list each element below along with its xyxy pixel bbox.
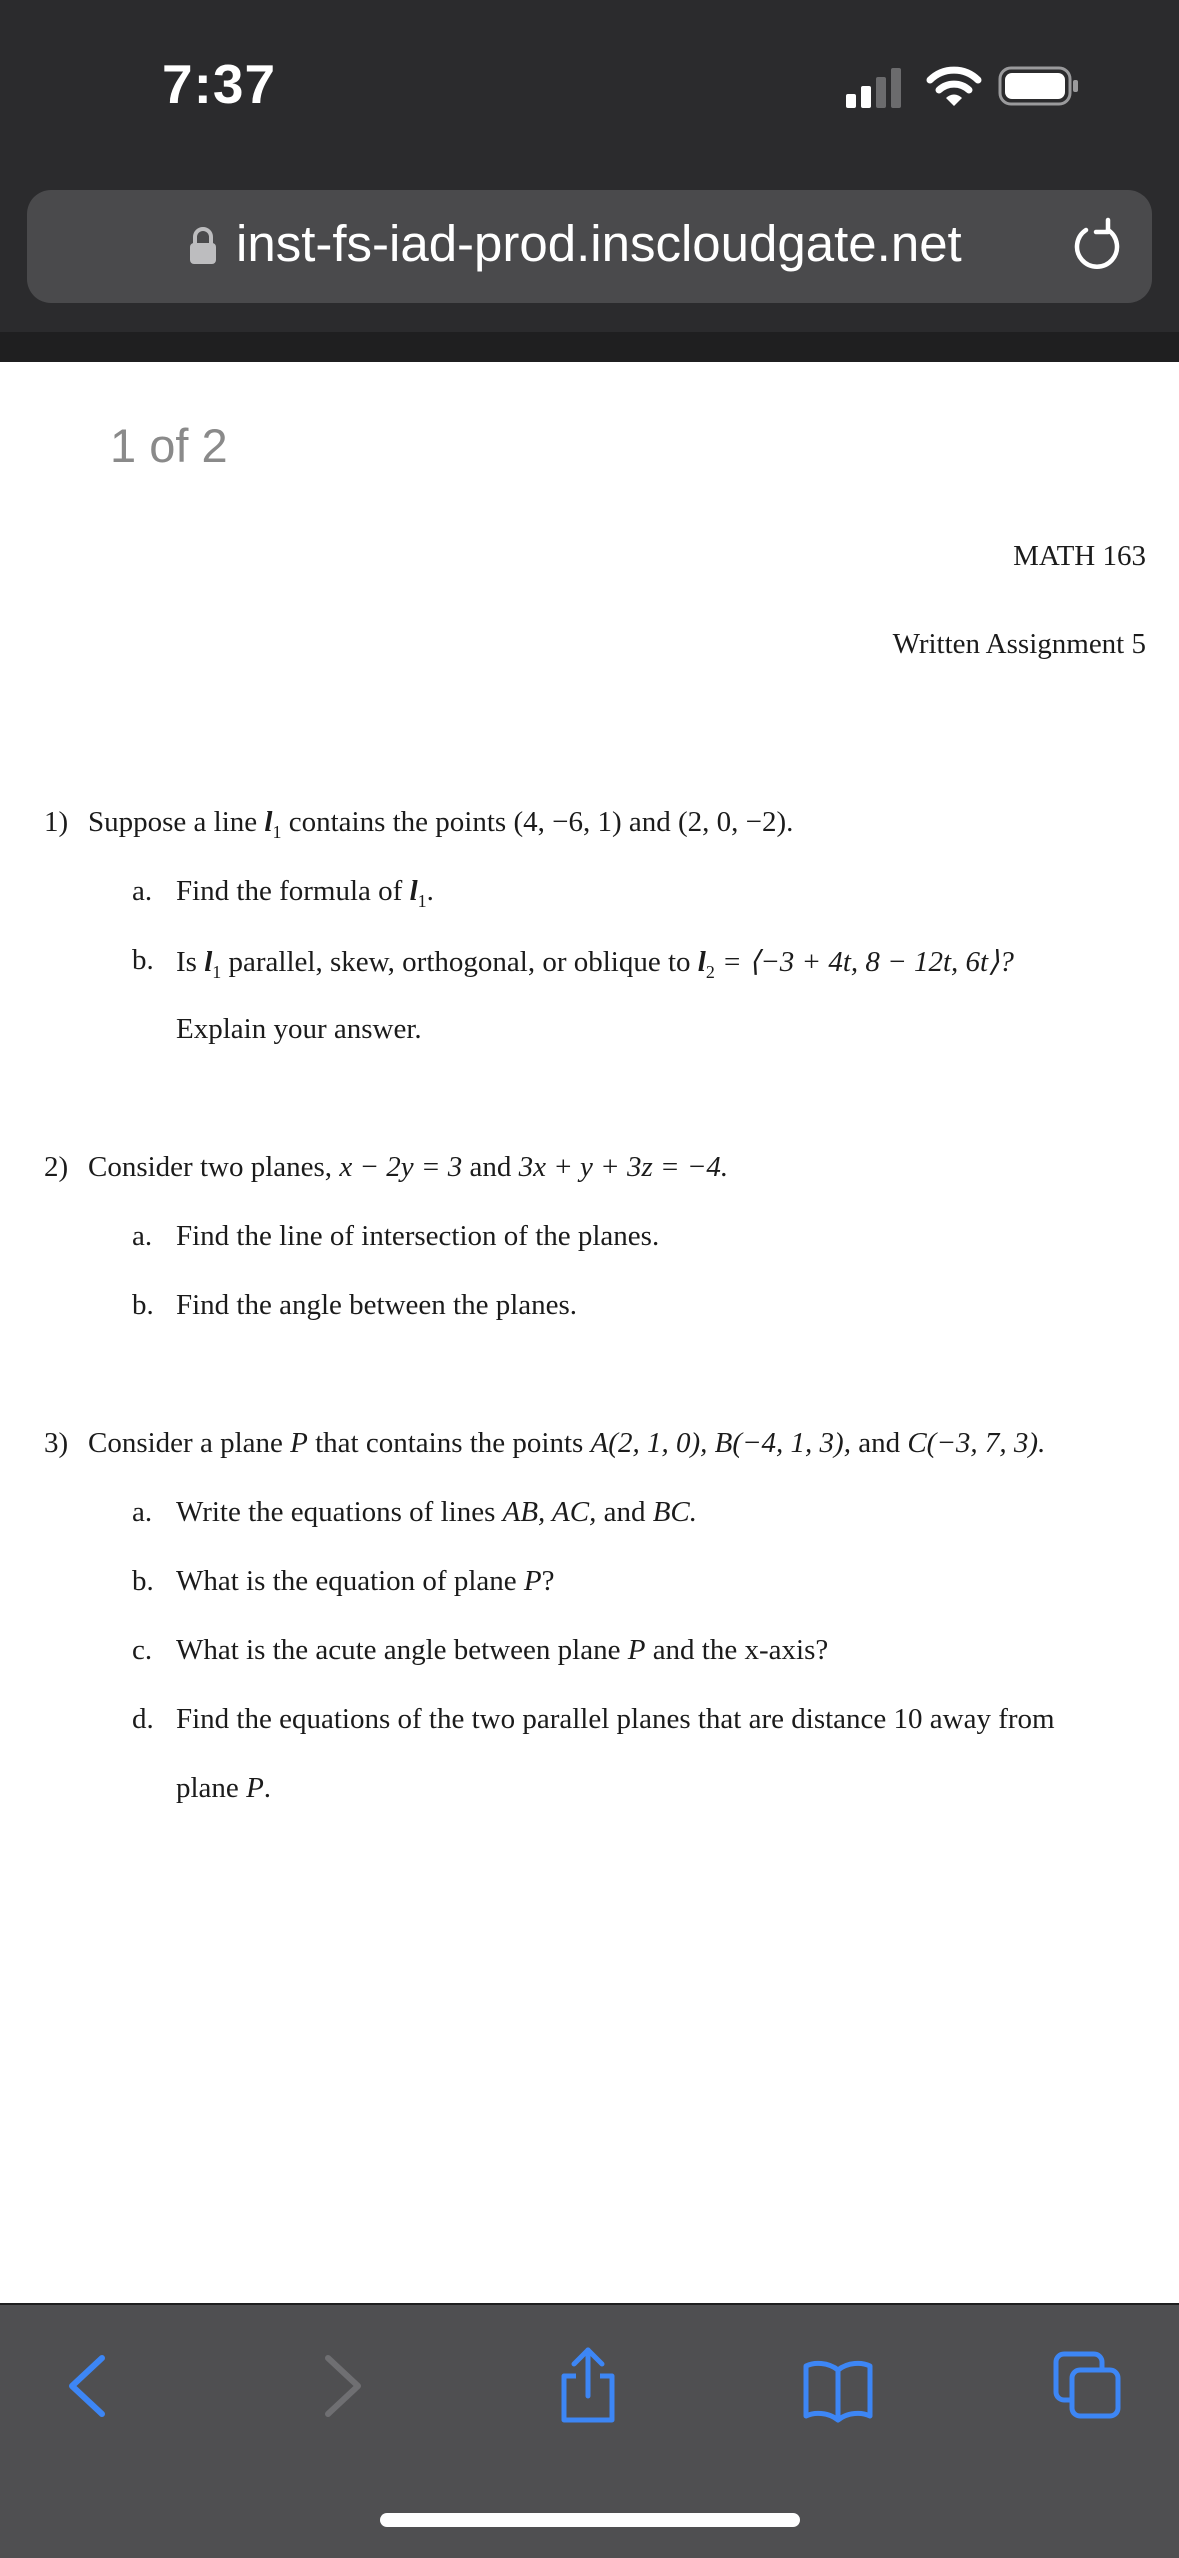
q2b-label: b. (132, 1289, 154, 1321)
q1b-continuation: Explain your answer. (176, 1013, 422, 1045)
url-text[interactable]: inst-fs-iad-prod.inscloudgate.net (236, 215, 962, 272)
q2-text: Consider two planes, x − 2y = 3 and 3x + y + 3z = −4. (88, 1151, 729, 1183)
q3d-text: Find the equations of the two parallel planes that are distance 10 away from (176, 1703, 1055, 1735)
q3b-label: b. (132, 1565, 154, 1597)
q1-number: 1) (44, 806, 69, 838)
wifi-icon (926, 64, 982, 108)
q3c-label: c. (132, 1634, 153, 1666)
bookmarks-icon[interactable] (802, 2346, 874, 2426)
course-code: MATH 163 (1013, 540, 1146, 572)
q2-number: 2) (44, 1151, 69, 1183)
q3-number: 3) (44, 1427, 69, 1459)
q1a-text: Find the formula of $l_1$. (176, 875, 434, 911)
cellular-signal-icon (846, 66, 902, 110)
assignment-title: Written Assignment 5 (892, 628, 1146, 660)
q3c-text: What is the acute angle between plane P and the x-axis? (176, 1634, 829, 1666)
status-time: 7:37 (162, 53, 277, 115)
back-icon[interactable] (52, 2346, 124, 2426)
share-icon[interactable] (552, 2346, 624, 2426)
page-indicator: 1 of 2 (110, 419, 228, 472)
lock-icon (188, 226, 218, 266)
q3b-text: What is the equation of plane P? (176, 1565, 555, 1597)
q1b-text: Is $l_1$ parallel, skew, orthogonal, or oblique to $l_2$ = ⟨−3 + 4t, 8 − 12t, 6t⟩? (176, 946, 1014, 982)
q2a-text: Find the line of intersection of the planes. (176, 1220, 660, 1252)
q3-text: Consider a plane P that contains the points A(2, 1, 0), B(−4, 1, 3), and C(−3, 7, 3). (88, 1427, 1046, 1459)
battery-icon (998, 66, 1080, 106)
q3a-label: a. (132, 1496, 153, 1528)
q3a-text: Write the equations of lines AB, AC, and BC. (176, 1496, 698, 1528)
q1a-label: a. (132, 875, 153, 907)
q2a-label: a. (132, 1220, 153, 1252)
reload-icon[interactable] (1070, 216, 1124, 274)
forward-icon[interactable] (304, 2346, 376, 2426)
tabs-icon[interactable] (1052, 2346, 1124, 2426)
q1-text: Suppose a line $l_1$ contains the points (4, −6, 1) and (2, 0, −2). (88, 806, 794, 842)
home-indicator (380, 2513, 800, 2527)
q1b-label: b. (132, 944, 154, 976)
q3d-label: d. (132, 1703, 154, 1735)
q2b-text: Find the angle between the planes. (176, 1289, 578, 1321)
chrome-divider (0, 332, 1179, 362)
q3d-continuation: plane P. (176, 1772, 272, 1804)
